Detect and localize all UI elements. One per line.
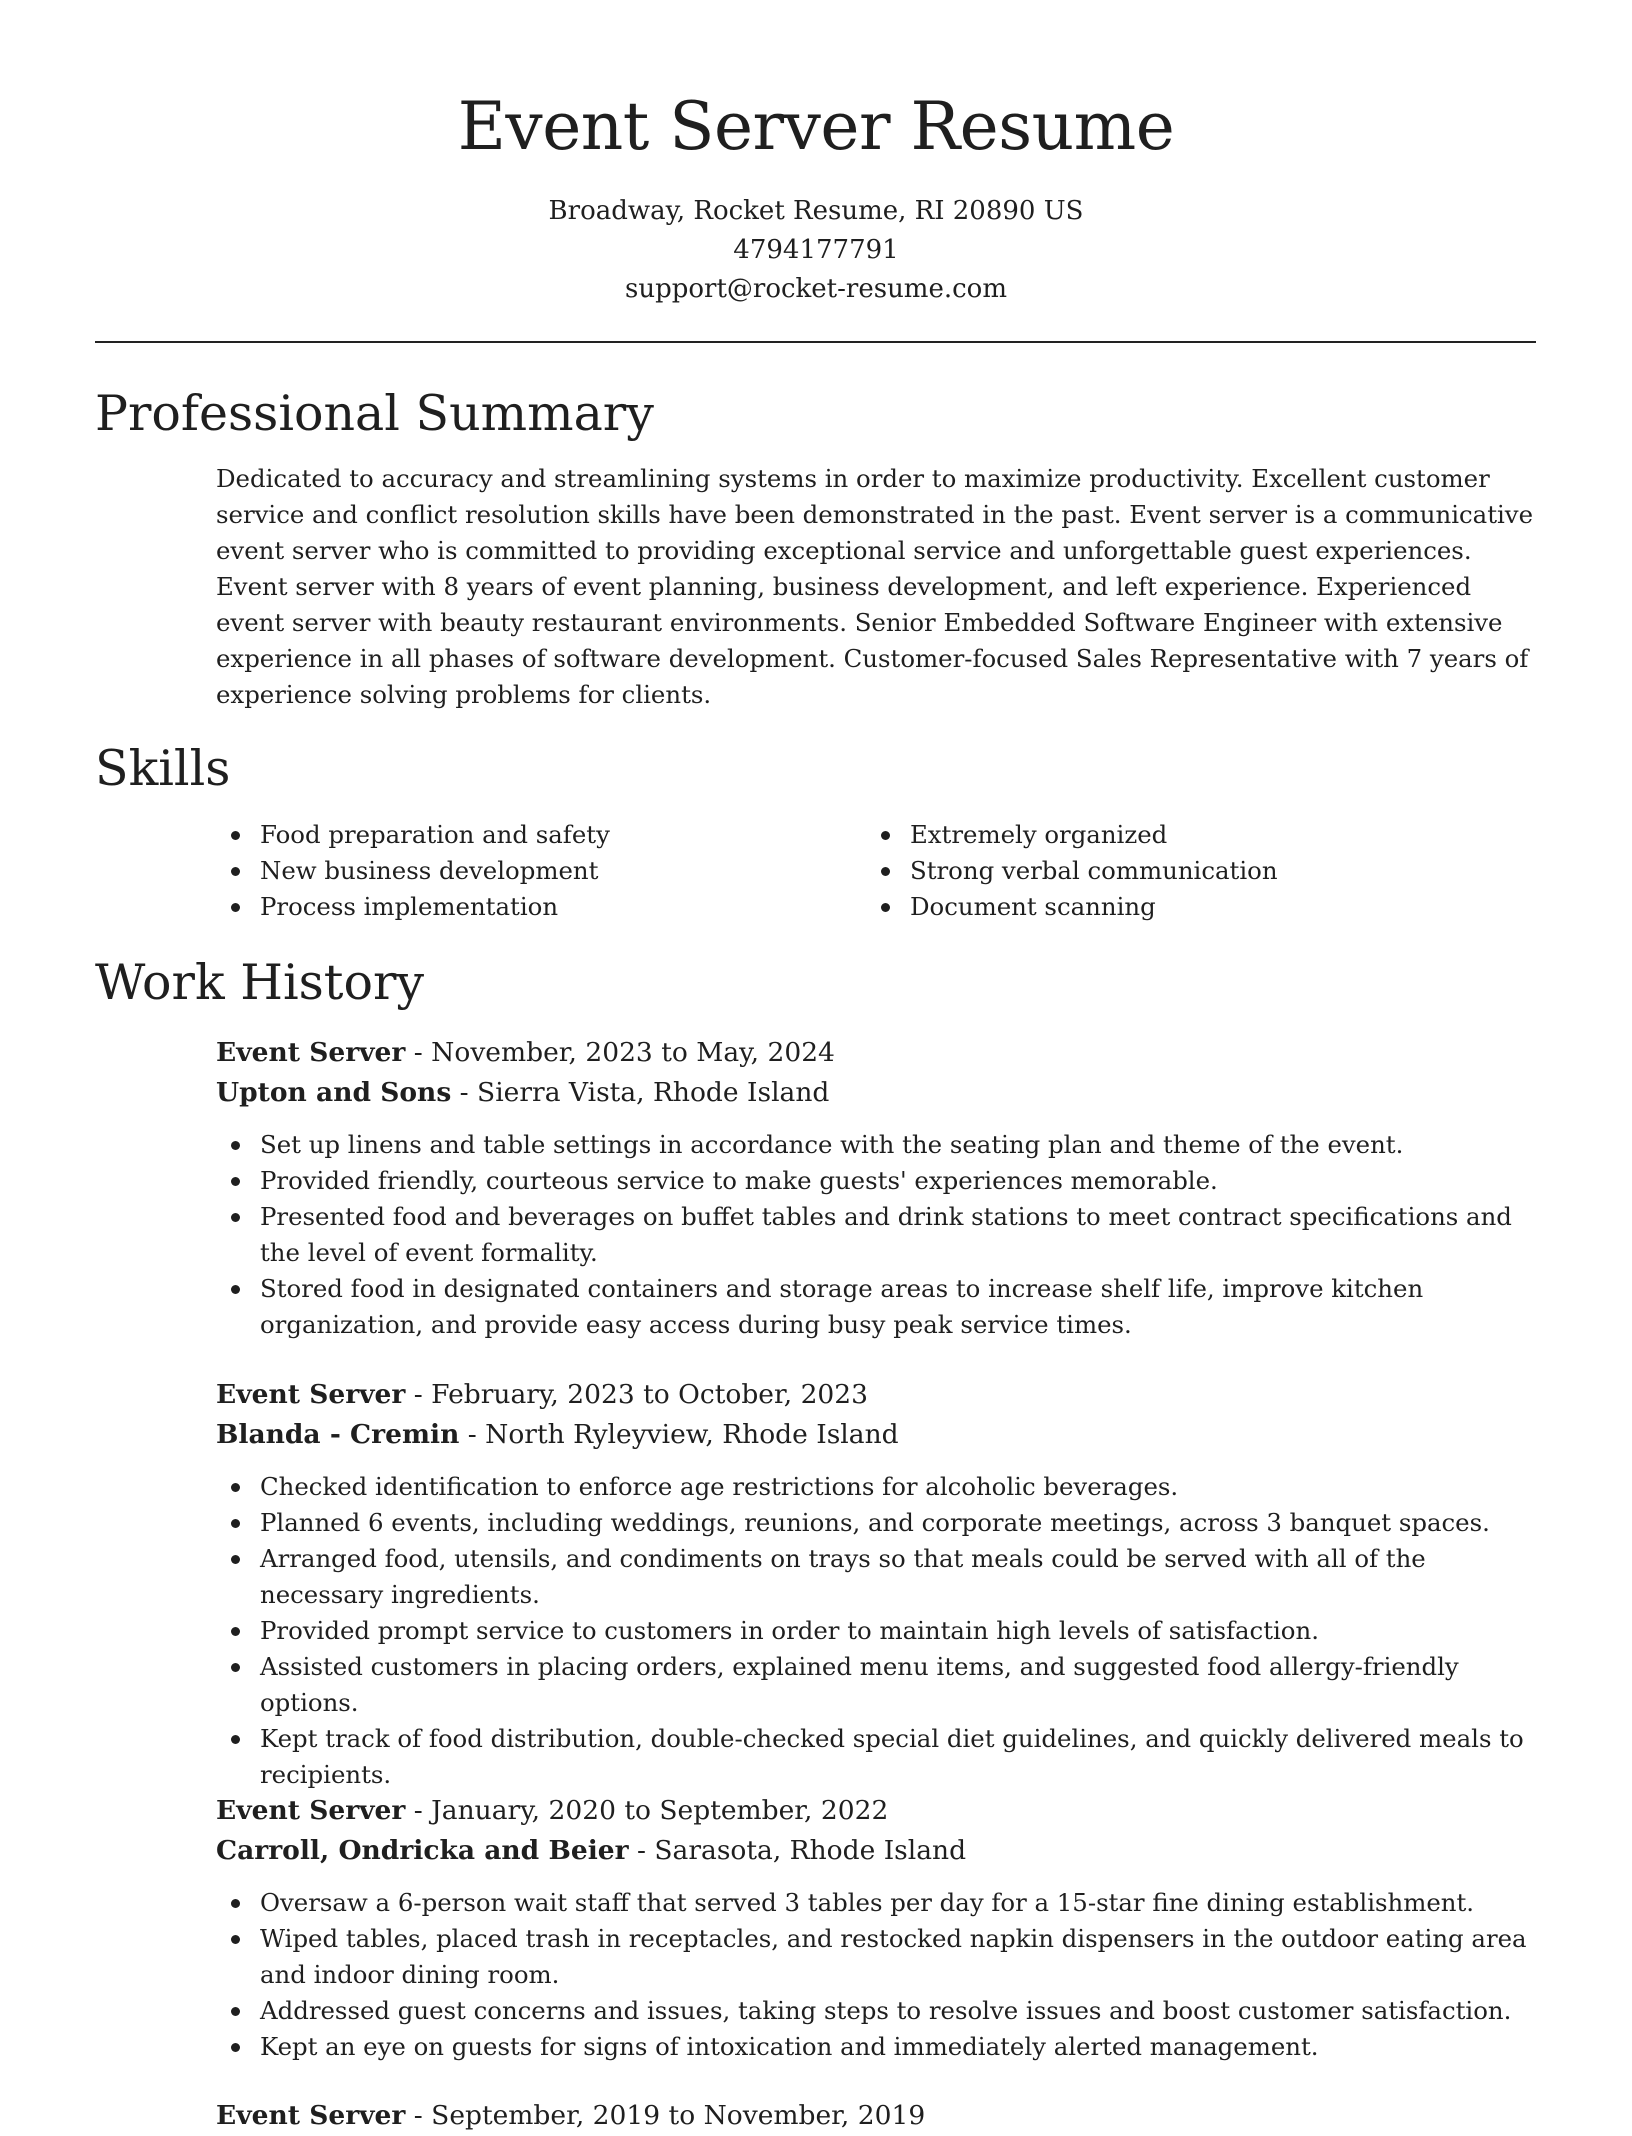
job-entry (216, 2096, 1546, 2136)
skill-item: New business development (216, 853, 866, 889)
skills-list (216, 817, 1536, 925)
job-company: Upton and Sons (216, 1077, 452, 1108)
job-duties-list (216, 1885, 1546, 2065)
skill-item: Strong verbal communication (866, 853, 1516, 889)
duty-item: Stored food in designated containers and storage areas to increase shelf life, improve kitchen organization, and provide easy access during busy peak service times. (216, 1271, 1546, 1343)
job-company: Carroll, Ondricka and Beier (216, 1835, 629, 1866)
job-title-line (216, 1033, 1546, 1073)
job-dates: - September, 2019 to November, 2019 (405, 2100, 926, 2131)
duty-item: Checked identification to enforce age restrictions for alcoholic beverages. (216, 1469, 1546, 1505)
job-dates: - November, 2023 to May, 2024 (405, 1037, 835, 1068)
header-divider (95, 341, 1536, 343)
job-location: - Sierra Vista, Rhode Island (451, 1077, 830, 1108)
duty-item: Oversaw a 6-person wait staff that served 3 tables per day for a 15-star fine dining establishment. (216, 1885, 1546, 1921)
skills-heading: Skills (95, 740, 231, 797)
job-duties-list (216, 1127, 1546, 1343)
duty-item: Planned 6 events, including weddings, reunions, and corporate meetings, across 3 banquet spaces. (216, 1505, 1546, 1541)
job-title: Event Server (216, 1379, 406, 1410)
job-title-line (216, 1791, 1546, 1831)
job-entry (216, 1375, 1546, 1793)
skill-item: Food preparation and safety (216, 817, 866, 853)
job-company-line (216, 1831, 1546, 1871)
job-title: Event Server (216, 1795, 406, 1826)
job-duties-list (216, 1469, 1546, 1793)
job-entry (216, 1791, 1546, 2065)
job-company-line (216, 1073, 1546, 1113)
address: Broadway, Rocket Resume, RI 20890 US (548, 196, 1084, 226)
job-dates: - January, 2020 to September, 2022 (405, 1795, 889, 1826)
job-title-line (216, 1375, 1546, 1415)
job-location: - North Ryleyview, Rhode Island (459, 1419, 899, 1450)
job-company: Blanda - Cremin (216, 1419, 460, 1450)
duty-item: Wiped tables, placed trash in receptacles, and restocked napkin dispensers in the outdoor eating area and indoor dining room. (216, 1921, 1546, 1993)
work-history-heading: Work History (95, 954, 425, 1011)
duty-item: Arranged food, utensils, and condiments on trays so that meals could be served with all of the necessary ingredients. (216, 1541, 1546, 1613)
duty-item: Provided friendly, courteous service to make guests' experiences memorable. (216, 1163, 1546, 1199)
email-address: support@rocket-resume.com (624, 274, 1007, 304)
duty-item: Assisted customers in placing orders, explained menu items, and suggested food allergy-friendly options. (216, 1649, 1546, 1721)
duty-item: Presented food and beverages on buffet tables and drink stations to meet contract specifications and the level of event formality. (216, 1199, 1546, 1271)
job-title-line (216, 2096, 1546, 2136)
skill-item: Extremely organized (866, 817, 1516, 853)
resume-header (0, 0, 1632, 309)
summary-heading: Professional Summary (95, 385, 654, 442)
job-dates: - February, 2023 to October, 2023 (405, 1379, 869, 1410)
job-location: - Sarasota, Rhode Island (628, 1835, 967, 1866)
phone-number: 4794177791 (733, 235, 899, 265)
job-title: Event Server (216, 2100, 406, 2131)
duty-item: Provided prompt service to customers in order to maintain high levels of satisfaction. (216, 1613, 1546, 1649)
job-company-line (216, 1415, 1546, 1455)
skill-item: Document scanning (866, 889, 1516, 925)
duty-item: Addressed guest concerns and issues, taking steps to resolve issues and boost customer satisfaction. (216, 1993, 1546, 2029)
skill-item: Process implementation (216, 889, 866, 925)
duty-item: Set up linens and table settings in accordance with the seating plan and theme of the event. (216, 1127, 1546, 1163)
summary-text: Dedicated to accuracy and streamlining systems in order to maximize productivity. Excellent customer service and conflict resolution skills have been demonstrated in the past. Event server is a communicative event server who is committed to providing exceptional service and unforgettable guest experiences. Event server with 8 years of event planning, business development, and left experience. Experienced event server with beauty restaurant environments. Senior Embedded Software Engineer with extensive experience in all phases of software development. Customer-focused Sales Representative with 7 years of experience solving problems for clients. (216, 464, 1534, 709)
job-entry (216, 1033, 1546, 1343)
duty-item: Kept an eye on guests for signs of intoxication and immediately alerted management. (216, 2029, 1546, 2065)
resume-title: Event Server Resume (457, 88, 1175, 165)
job-title: Event Server (216, 1037, 406, 1068)
duty-item: Kept track of food distribution, double-checked special diet guidelines, and quickly delivered meals to recipients. (216, 1721, 1546, 1793)
